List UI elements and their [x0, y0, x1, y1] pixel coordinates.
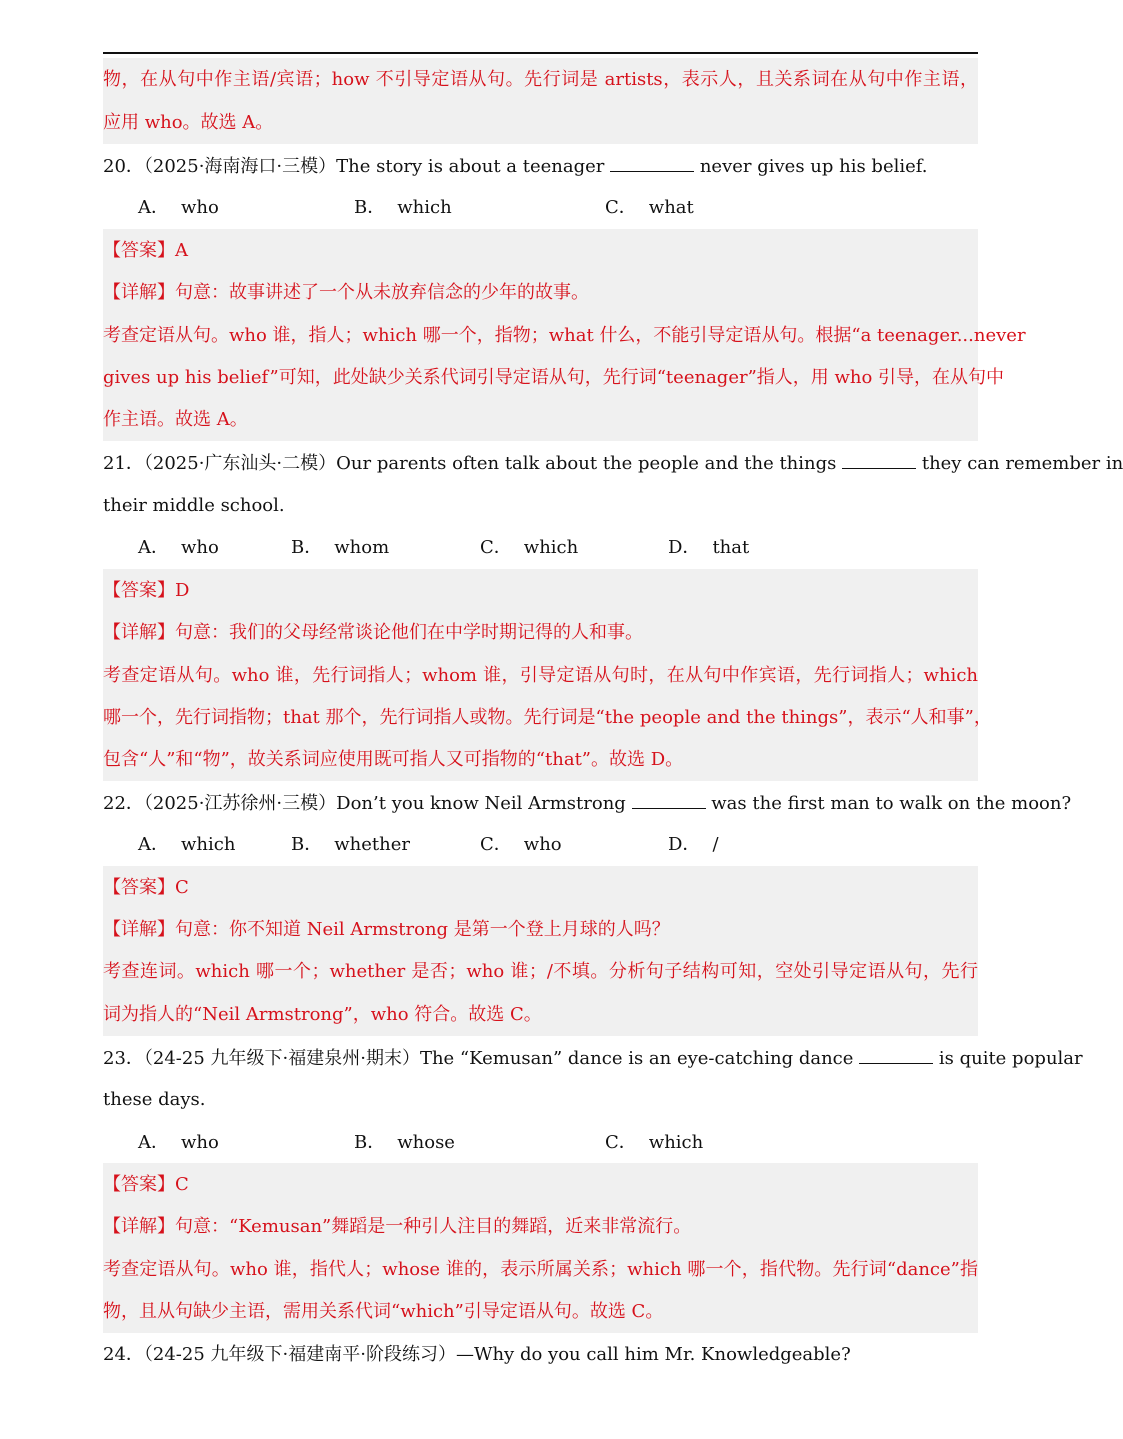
question-21-stem-cont: their middle school. — [103, 495, 285, 516]
option-c: C． which — [480, 537, 579, 558]
analysis-line: 哪一个，先行词指物；that 那个，先行词指人或物。先行词是“the people and the things”，表示“人和事”， — [103, 707, 992, 728]
option-b: B． whether — [291, 834, 410, 855]
header-rule — [103, 52, 978, 54]
question-21-stem: 21．（2025·广东汕头·二模）Our parents often talk about the people and the things they can remember in — [103, 450, 978, 476]
analysis-line: 包含“人”和“物”，故关系词应使用既可指人又可指物的“that”。故选 D。 — [103, 749, 684, 770]
detail-meaning: 【详解】句意：我们的父母经常谈论他们在中学时期记得的人和事。 — [103, 622, 643, 643]
analysis-line: 作主语。故选 A。 — [103, 409, 248, 430]
option-c: C． what — [605, 197, 694, 218]
option-c: C． which — [605, 1132, 704, 1153]
option-a: A． which — [138, 834, 236, 855]
question-22-options — [103, 832, 978, 858]
analysis-line: 考查连词。which 哪一个；whether 是否；who 谁；/不填。分析句子结构可知，空处引导定语从句，先行 — [103, 961, 978, 982]
analysis-line: 考查定语从句。who 谁，指人；which 哪一个，指物；what 什么，不能引导定语从句。根据“a teenager...never — [103, 325, 1026, 346]
answer-label: 【答案】A — [103, 240, 188, 261]
answer-label: 【答案】D — [103, 580, 190, 601]
answer-blank — [610, 153, 694, 172]
analysis-line: 应用 who。故选 A。 — [103, 112, 274, 133]
option-d: D． / — [668, 834, 719, 855]
option-a: A． who — [138, 1132, 219, 1153]
option-c: C． who — [480, 834, 562, 855]
question-23-stem: 23．（24-25 九年级下·福建泉州·期末）The “Kemusan” dance is an eye-catching dance is quite popular — [103, 1045, 978, 1071]
option-b: B． whose — [354, 1132, 455, 1153]
question-21-options — [103, 535, 978, 561]
analysis-line: gives up his belief”可知，此处缺少关系代词引导定语从句，先行词“teenager”指人，用 who 引导，在从句中 — [103, 367, 1005, 388]
analysis-line: 物，在从句中作主语/宾语；how 不引导定语从句。先行词是 artists，表示人，且关系词在从句中作主语， — [103, 69, 978, 90]
analysis-line: 考查定语从句。who 谁，先行词指人；whom 谁，引导定语从句时，在从句中作宾语，先行词指人；which — [103, 665, 978, 686]
question-23-options — [103, 1130, 978, 1156]
answer-blank — [842, 450, 916, 469]
option-a: A． who — [138, 537, 219, 558]
detail-meaning: 【详解】句意：故事讲述了一个从未放弃信念的少年的故事。 — [103, 282, 589, 303]
answer-blank — [632, 790, 706, 809]
answer-label: 【答案】C — [103, 877, 189, 898]
answer-blank — [859, 1045, 933, 1064]
option-d: D． that — [668, 537, 750, 558]
analysis-line: 词为指人的“Neil Armstrong”，who 符合。故选 C。 — [103, 1004, 542, 1025]
detail-meaning: 【详解】句意：你不知道 Neil Armstrong 是第一个登上月球的人吗？ — [103, 919, 670, 940]
question-22-stem: 22．（2025·江苏徐州·三模）Don’t you know Neil Armstrong was the first man to walk on the moon? — [103, 790, 978, 816]
question-24-stem: 24．（24-25 九年级下·福建南平·阶段练习）—Why do you call him Mr. Knowledgeable? — [103, 1344, 851, 1365]
question-20-options — [103, 195, 978, 221]
option-a: A． who — [138, 197, 219, 218]
question-23-stem-cont: these days. — [103, 1089, 206, 1110]
detail-meaning: 【详解】句意：“Kemusan”舞蹈是一种引人注目的舞蹈，近来非常流行。 — [103, 1216, 692, 1237]
analysis-line: 考查定语从句。who 谁，指代人；whose 谁的，表示所属关系；which 哪一个，指代物。先行词“dance”指 — [103, 1259, 978, 1280]
option-b: B． whom — [291, 537, 390, 558]
question-20-stem: 20．（2025·海南海口·三模）The story is about a teenager never gives up his belief. — [103, 153, 978, 179]
answer-label: 【答案】C — [103, 1174, 189, 1195]
option-b: B． which — [354, 197, 452, 218]
analysis-line: 物，且从句缺少主语，需用关系代词“which”引导定语从句。故选 C。 — [103, 1301, 664, 1322]
